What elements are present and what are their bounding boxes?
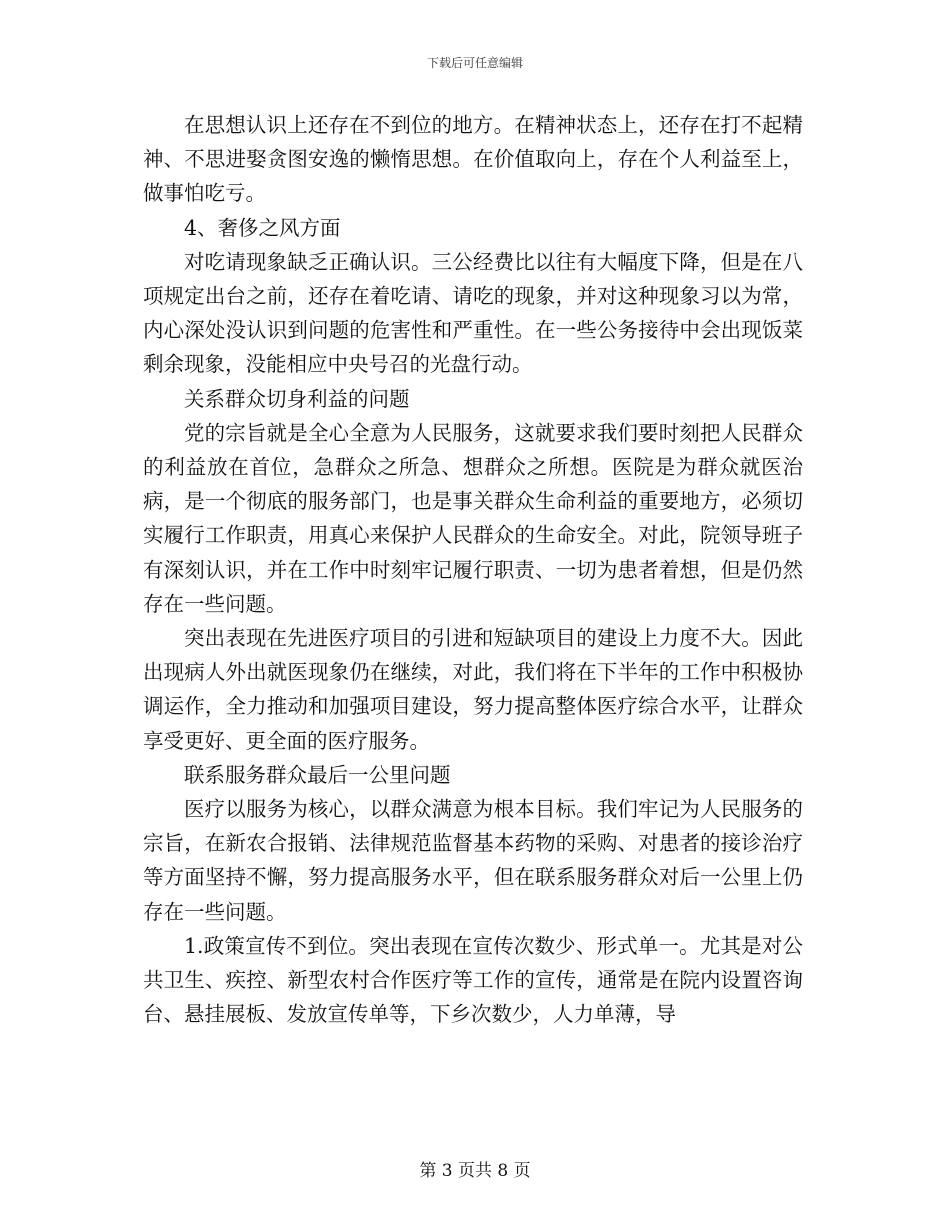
paragraph: 1.政策宣传不到位。突出表现在宣传次数少、形式单一。尤其是对公共卫生、疾控、新型农村合作医疗等工作的宣传，通常是在院内设置咨询台、悬挂展板、发放宣传单等，下乡次数少，人力单薄，导 [143,933,803,1027]
page-number: 第 3 页共 8 页 [419,1161,531,1181]
paragraph: 对吃请现象缺乏正确认识。三公经费比以往有大幅度下降，但是在八项规定出台之前，还存在着吃请、请吃的现象，并对这种现象习以为常，内心深处没认识到问题的危害性和严重性。在一些公务接待中会出现饭菜剩余现象，没能相应中央号召的光盘行动。 [143,249,803,377]
paragraph: 医疗以服务为核心，以群众满意为根本目标。我们牢记为人民服务的宗旨，在新农合报销、法律规范监督基本药物的采购、对患者的接诊治疗等方面坚持不懈，努力提高服务水平，但在联系服务群众对后一公里上仍存在一些问题。 [143,797,803,924]
page-header-note: 下载后可任意编辑 [426,56,523,70]
paragraph: 在思想认识上还存在不到位的地方。在精神状态上，还存在打不起精神、不思进娶贪图安逸的懒惰思想。在价值取向上，存在个人利益至上，做事怕吃亏。 [143,113,803,206]
section-heading: 4、奢侈之风方面 [184,215,341,240]
document-body [143,108,803,1031]
section-heading: 关系群众切身利益的问题 [184,386,410,411]
paragraph: 突出表现在先进医疗项目的引进和短缺项目的建设上力度不大。因此出现病人外出就医现象仍在继续，对此，我们将在下半年的工作中积极协调运作，全力推动和加强项目建设，努力提高整体医疗综合水平，让群众享受更好、更全面的医疗服务。 [143,626,803,753]
section-heading: 联系服务群众最后一公里问题 [184,762,451,787]
paragraph: 党的宗旨就是全心全意为人民服务，这就要求我们要时刻把人民群众的利益放在首位，急群众之所急、想群众之所想。医院是为群众就医治病，是一个彻底的服务部门，也是事关群众生命利益的重要地方，必须切实履行工作职责，用真心来保护人民群众的生命安全。对此，院领导班子有深刻认识，并在工作中时刻牢记履行职责、一切为患者着想，但是仍然存在一些问题。 [143,420,803,616]
